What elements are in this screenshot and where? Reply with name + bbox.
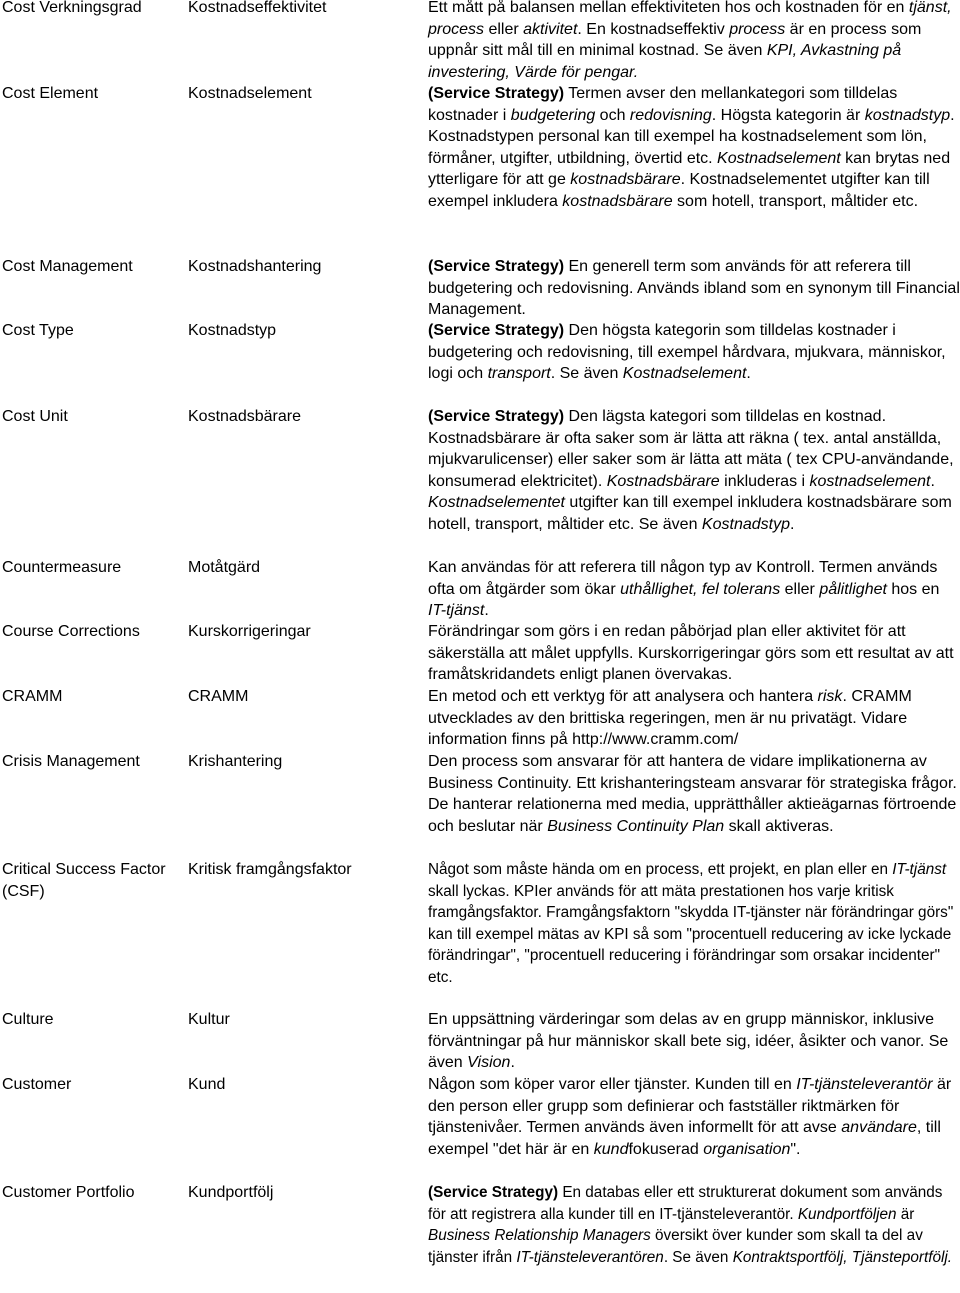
definition-part: En metod och ett verktyg för att analysera och hantera (428, 688, 818, 705)
definition-part: . Se även (550, 365, 623, 382)
definition-part: ". (790, 1140, 801, 1158)
definition-part: IT-tjänst (892, 861, 947, 878)
definition-part: KPI, Avkastning på investering, Värde för pengar. (428, 42, 902, 81)
definition-part: kan brytas ned ytterligare för att ge (428, 149, 951, 188)
definition-part: kostnadselement (809, 472, 931, 490)
definition-part: budgetering (510, 106, 596, 124)
definition-part: och (595, 106, 630, 124)
definition-part: Business Continuity Plan (547, 817, 725, 835)
english-term: Cost Type (2, 322, 74, 339)
definition-part: är en process som uppnår sitt mål till en minimal kostnad. Se även (428, 20, 922, 59)
definition-part: är (896, 1205, 915, 1223)
definition-part: kostnadsbärare (562, 192, 673, 210)
english-term: Course Corrections (2, 623, 140, 640)
definition-part: . (930, 472, 935, 490)
definition (428, 751, 960, 837)
definition (428, 621, 960, 686)
definition-part: tjänst, process (428, 0, 952, 38)
definition-part: En uppsättning värderingar som delas av en grupp människor, inklusive förväntningar på hur människor skall bete sig, idéer, åsikter och vanor. Se även (428, 1011, 949, 1071)
swedish-term: Motåtgärd (188, 559, 261, 576)
definition-part: . En kostnadseffektiv (577, 20, 730, 38)
english-term: Cost Verkningsgrad (2, 0, 142, 16)
definition-part: Den lägsta kategori som tilldelas en kostnad. Kostnadsbärare är ofta saker som är lätta att räkna ( tex. antal anställda, mjukvarulicenser) eller saker som är lätta att mäta ( tex CPU-användande, konsumerad elektricitet). (428, 408, 954, 490)
definition-part: eller (484, 20, 524, 38)
swedish-term: Kund (188, 1076, 226, 1093)
definition-part: (Service Strategy) (428, 258, 565, 275)
definition-part: . Se även (663, 1248, 733, 1266)
definition-part: . Kostnadselementet utgifter kan till exempel inkludera (428, 171, 930, 210)
definition-part: Termen avser den mellankategori som tilldelas kostnader i (428, 85, 898, 124)
definition-part: Kostnadselement (717, 149, 841, 167)
definition-part: Kontraktsportfölj, Tjänsteportfölj. (732, 1248, 953, 1266)
definition-part: kostnadstyp (864, 106, 951, 124)
definition-part: Kan användas för att referera till någon typ av Kontroll. Termen används ofta om åtgärder som ökar (428, 559, 938, 598)
english-term: Customer Portfolio (2, 1184, 135, 1201)
definition-part: Kostnadstyp (701, 515, 790, 533)
definition (428, 557, 960, 622)
swedish-term: Kundportfölj (188, 1184, 274, 1201)
definition (428, 1074, 960, 1160)
definition-part: hos en (886, 580, 940, 598)
definition-part: som hotell, transport, måltider etc. (672, 192, 919, 210)
english-term: Cost Unit (2, 408, 68, 425)
definition-part: Någon som köper varor eller tjänster. Kunden till en (428, 1076, 797, 1093)
english-term: Cost Element (2, 85, 99, 102)
definition-part: Förändringar som görs i en redan påbörjad plan eller aktivitet för att säkerställa att målet uppfylls. Kurskorrigeringar görs som ett resultat av att framåtskridandets enligt planen övervakas. (428, 623, 954, 683)
definition-part: pålitlighet (819, 580, 887, 598)
english-term: CRAMM (2, 688, 63, 705)
english-term: Critical Success Factor (CSF) (2, 861, 166, 900)
definition-part: process (729, 20, 786, 38)
definition-part: En generell term som används för att referera till budgetering och redovisning. Används ibland som en synonym till Financial Management. (428, 258, 960, 318)
definition-part: (Service Strategy) (428, 408, 565, 425)
definition-part: risk (817, 688, 843, 705)
definition (428, 256, 960, 321)
definition (428, 1182, 960, 1268)
swedish-term: Kostnadselement (188, 85, 312, 102)
swedish-term: Kurskorrigeringar (188, 623, 311, 640)
definition-part: IT-tjänst (428, 602, 485, 619)
definition-part: Kostnadselement (622, 365, 747, 382)
swedish-term: Krishantering (188, 753, 283, 770)
definition (428, 0, 960, 83)
definition-part: översikt över kunder som skall ta del av tjänster ifrån (428, 1227, 923, 1266)
definition-part: fokuserad (628, 1140, 704, 1158)
definition-part: (Service Strategy) (428, 322, 565, 339)
definition-part: skall lyckas. KPIer används för att mäta prestationen hos varje kritisk framgångsfaktor. Framgångsfaktorn "skydda IT-tjänster när förändringar görs" kan till exempel mätas av KPI så som "procentuell reducering av icke lyckade förändringar", "procentuell reducering i förändringar som orsakar incidenter" etc. (428, 882, 954, 986)
definition-part: användare (841, 1119, 917, 1136)
english-term: Customer (2, 1076, 72, 1093)
definition-part: Kundportföljen (797, 1205, 897, 1223)
definition-part: . Högsta kategorin är (711, 106, 865, 124)
swedish-term: CRAMM (188, 688, 249, 705)
definition-part: Ett mått på balansen mellan effektiviteten hos och kostnaden för en (428, 0, 909, 16)
definition-part: uthållighet, fel tolerans (620, 580, 781, 598)
definition (428, 406, 960, 535)
definition-part: Den högsta kategorin som tilldelas kostnader i budgetering och redovisning, till exempel hårdvara, mjukvara, människor, logi och (428, 322, 946, 382)
swedish-term: Kultur (188, 1011, 230, 1028)
definition-part: utgifter kan till exempel inkludera kostnadsbärare som hotell, transport, måltider etc. Se även (428, 494, 952, 533)
definition-part: Kostnadselementet (428, 494, 565, 511)
definition (428, 1009, 960, 1074)
swedish-term: Kostnadseffektivitet (188, 0, 327, 16)
definition-part: (Service Strategy) (428, 1184, 559, 1201)
definition-part: . (789, 515, 795, 533)
definition-part: organisation (703, 1140, 791, 1158)
swedish-term: Kostnadsbärare (188, 408, 301, 425)
definition-part: kostnadsbärare (570, 171, 681, 188)
definition-part: . (484, 602, 489, 619)
definition-part: eller (780, 580, 820, 598)
english-term: Culture (2, 1011, 54, 1028)
definition-part: är den person eller grupp som definierar och fastställer riktmärken för tjänstenivåer. Termen används även informellt för att avse (428, 1076, 952, 1136)
definition-part: Den process som ansvarar för att hantera de vidare implikationerna av Business Continuity. Ett krishanteringsteam ansvarar för strategiska frågor. De hanterar relationerna med media, upprätthåller aktieägarnas förtroende och beslutar när (428, 753, 957, 835)
definition-part: En databas eller ett strukturerat dokument som används för att registrera alla kunder till en IT-tjänsteleverantör. (428, 1184, 943, 1223)
definition-part: IT-tjänsteleverantör (796, 1076, 933, 1093)
definition-part: . Kostnadstypen personal kan till exempel ha kostnadselement som lön, förmåner, utgifter, utbildning, övertid etc. (428, 106, 955, 167)
definition-part: . (746, 365, 751, 382)
definition-part: skall aktiveras. (724, 817, 834, 835)
definition-part: kund (593, 1140, 629, 1158)
definition-part: , till exempel "det här är en (428, 1119, 941, 1158)
english-term: Cost Management (2, 258, 133, 275)
definition-part: Vision (467, 1054, 511, 1071)
definition-part: Kostnadsbärare (606, 472, 720, 490)
swedish-term: Kostnadstyp (188, 322, 277, 339)
definition-part: transport (487, 365, 551, 382)
definition (428, 686, 960, 751)
definition-part: redovisning (629, 106, 712, 124)
definition-part: aktivitet (523, 20, 578, 38)
english-term: Crisis Management (2, 753, 140, 770)
definition (428, 83, 960, 212)
definition-part: . (510, 1054, 515, 1071)
definition (428, 320, 960, 385)
definition-part: (Service Strategy) (428, 85, 565, 102)
english-term: Countermeasure (2, 559, 122, 576)
definition-part: inkluderas i (719, 472, 810, 490)
definition (428, 859, 960, 988)
swedish-term: Kostnadshantering (188, 258, 322, 275)
definition-part: IT-tjänsteleverantören (516, 1248, 664, 1266)
definition-part: Business Relationship Managers (428, 1227, 651, 1244)
swedish-term: Kritisk framgångsfaktor (188, 861, 352, 878)
definition-part: . CRAMM utvecklades av den brittiska regeringen, men är nu privatägt. Vidare information finns på http://www.cramm.com/ (428, 688, 912, 748)
definition-part: Något som måste hända om en process, ett projekt, en plan eller en (428, 861, 893, 878)
